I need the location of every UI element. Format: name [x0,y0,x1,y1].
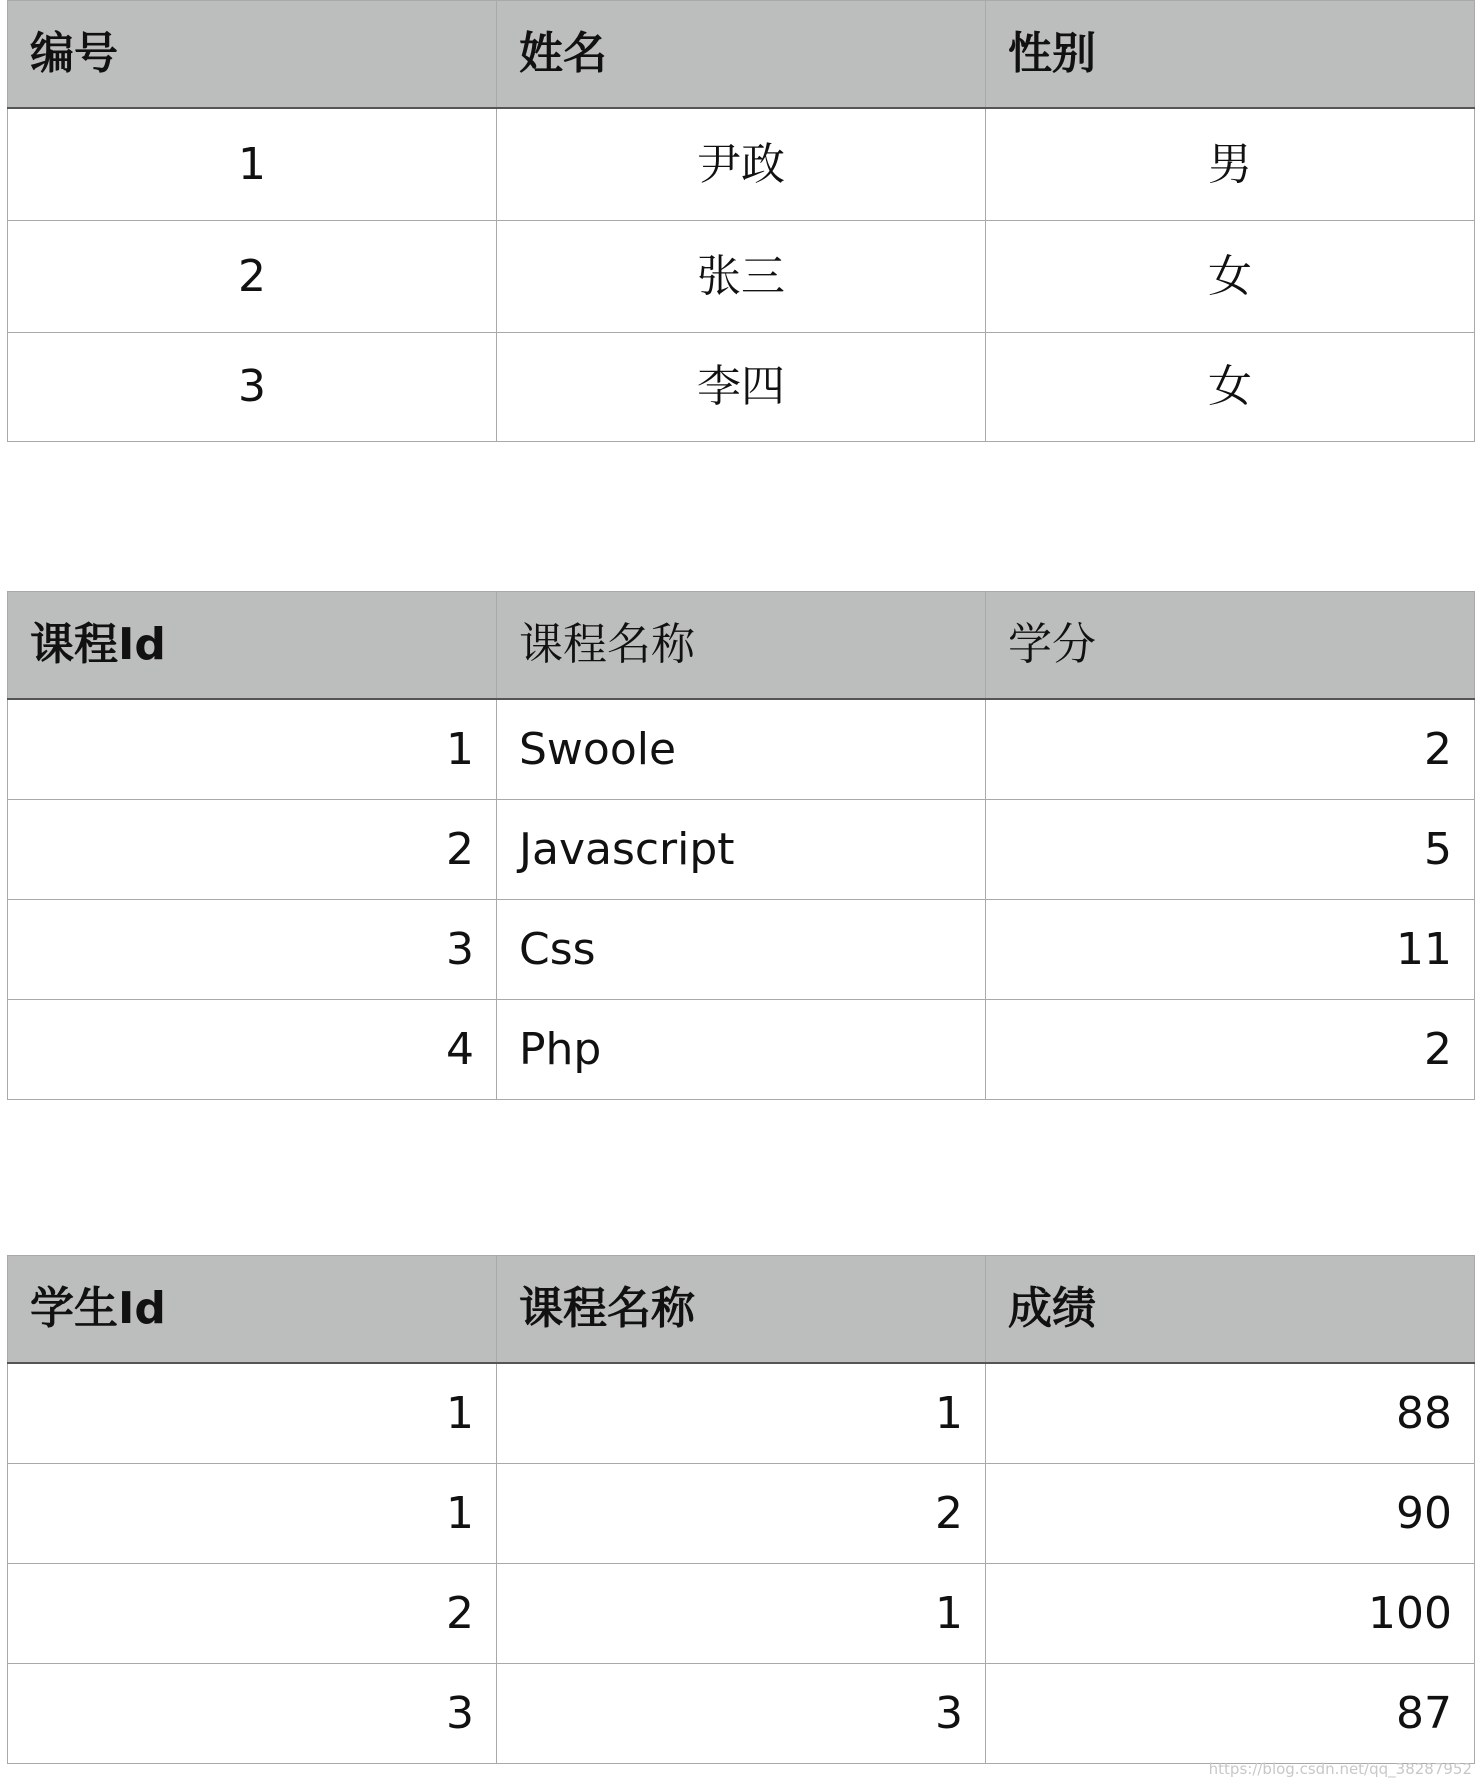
cell-credit: 11 [986,900,1475,1000]
table-row [8,1564,1475,1664]
cell-course-name: Javascript [497,800,986,900]
cell-course-name: Swoole [497,699,986,800]
table-row [8,221,1475,333]
column-header-course-name: 课程名称 [497,592,986,700]
cell-student-id: 2 [8,1564,497,1664]
table-row [8,800,1475,900]
column-header-student-id: 学生Id [8,1256,497,1364]
header-row [8,592,1475,700]
cell-course-ref: 3 [497,1664,986,1764]
table-row [8,1000,1475,1100]
column-header-score: 成绩 [986,1256,1475,1364]
column-header-gender: 性别 [986,1,1475,109]
cell-name: 尹政 [497,108,986,221]
cell-name: 李四 [497,333,986,442]
cell-score: 100 [986,1564,1475,1664]
table-row [8,699,1475,800]
students-table [7,0,1475,442]
cell-student-id: 3 [8,1664,497,1764]
courses-table [7,591,1475,1100]
cell-id: 2 [8,221,497,333]
cell-course-ref: 1 [497,1363,986,1464]
scores-table [7,1255,1475,1764]
cell-course-id: 1 [8,699,497,800]
cell-credit: 2 [986,1000,1475,1100]
cell-student-id: 1 [8,1363,497,1464]
cell-student-id: 1 [8,1464,497,1564]
cell-credit: 2 [986,699,1475,800]
table-row [8,108,1475,221]
cell-course-ref: 2 [497,1464,986,1564]
cell-gender: 女 [986,221,1475,333]
cell-id: 3 [8,333,497,442]
table-row [8,1363,1475,1464]
column-header-course-name: 课程名称 [497,1256,986,1364]
cell-course-id: 3 [8,900,497,1000]
cell-course-id: 4 [8,1000,497,1100]
cell-gender: 女 [986,333,1475,442]
table-row [8,1464,1475,1564]
cell-course-ref: 1 [497,1564,986,1664]
cell-score: 87 [986,1664,1475,1764]
cell-course-name: Php [497,1000,986,1100]
column-header-credit: 学分 [986,592,1475,700]
cell-course-id: 2 [8,800,497,900]
cell-credit: 5 [986,800,1475,900]
cell-course-name: Css [497,900,986,1000]
header-row [8,1,1475,109]
cell-name: 张三 [497,221,986,333]
table-row [8,1664,1475,1764]
cell-score: 90 [986,1464,1475,1564]
cell-id: 1 [8,108,497,221]
table-row [8,333,1475,442]
column-header-name: 姓名 [497,1,986,109]
header-row [8,1256,1475,1364]
column-header-course-id: 课程Id [8,592,497,700]
table-row [8,900,1475,1000]
column-header-id: 编号 [8,1,497,109]
cell-gender: 男 [986,108,1475,221]
cell-score: 88 [986,1363,1475,1464]
watermark: https://blog.csdn.net/qq_38287952 [1208,1760,1472,1778]
